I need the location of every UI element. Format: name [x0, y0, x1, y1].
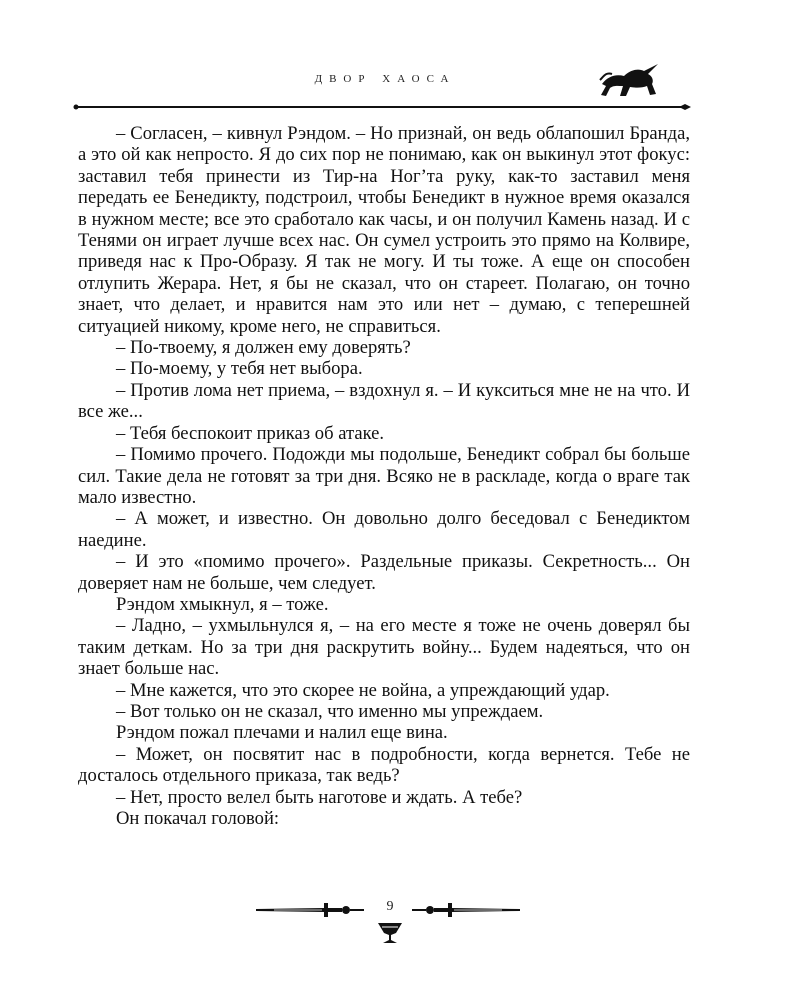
paragraph: Он покачал головой:: [116, 808, 280, 829]
paragraph: – А может, и известно. Он довольно долго беседовал с Бенедиктом наедине.: [78, 508, 690, 551]
paragraph: – Против лома нет приема, – вздохнул я. – И кукситься мне не на что. И все же...: [78, 379, 690, 423]
sword-icon: [254, 899, 366, 921]
paragraph: – Мне кажется, что это скорее не война, а упреждающий удар.: [116, 679, 610, 701]
running-head: [0, 68, 800, 98]
paragraph: – По-твоему, я должен ему доверять?: [116, 337, 411, 359]
paragraph: – Тебя беспокоит приказ об атаке.: [116, 422, 385, 444]
paragraph: – Вот только он не сказал, что именно мы упреждаем.: [116, 700, 544, 722]
paragraph: – Нет, просто велел быть наготове и ждать. А тебе?: [116, 786, 523, 808]
running-title: двор хаоса: [314, 70, 456, 86]
page-number: 9: [386, 899, 394, 914]
paragraph: – По-моему, у тебя нет выбора.: [116, 358, 363, 380]
goblet-icon: [370, 921, 410, 945]
paragraph: – Согласен, – кивнул Рэндом. – Но признай, он ведь облапошил Бранда, а это ой как непросто. Я до сих пор не понимаю, как он выкинул этот фокус: заставил тебя принести из Тир-на Ног’та руку, как-то заставил меня передать ее Бенедикту, подстроил, чтобы Бенедикт в нужное время оказался в нужном месте; все это сработало как часы, и он получил Камень назад. И с Тенями он играет лучше всех нас. Он сумел устроить это прямо на Колвире, приведя нас к Про-Образу. Я так не могу. И ты тоже. А еще он способен отлупить Жерара. Нет, я бы не сказал, что он стареет. Полагаю, он точно знает, что делает, и нравится нам это или нет – думаю, с теперешней ситуацией никому, кроме него, не справиться.: [78, 123, 690, 337]
paragraph: Рэндом хмыкнул, я – тоже.: [116, 593, 329, 615]
paragraph: – Ладно, – ухмыльнулся я, – на его месте я тоже не очень доверял бы таким деткам. Но за три дня раскрутить войну... Будем надеяться, что он знает больше нас.: [78, 615, 690, 680]
paragraph: – И это «помимо прочего». Раздельные приказы. Секретность... Он доверяет нам не больше, чем следует.: [78, 551, 690, 594]
sword-icon: [410, 899, 522, 921]
body-text: [78, 123, 690, 829]
paragraph: – Помимо прочего. Подожди мы подольше, Бенедикт собрал бы больше сил. Такие дела не готовят за три дня. Всяко не в раскладе, когда о враге так мало известно.: [78, 444, 690, 508]
paragraph: – Может, он посвятит нас в подробности, когда вернется. Тебе не досталось отдельного приказа, так ведь?: [78, 743, 690, 787]
header-rule: [73, 103, 693, 111]
paragraph: Рэндом пожал плечами и налил еще вина.: [116, 722, 448, 744]
unicorn-icon: [598, 62, 662, 98]
folio: [250, 893, 530, 953]
